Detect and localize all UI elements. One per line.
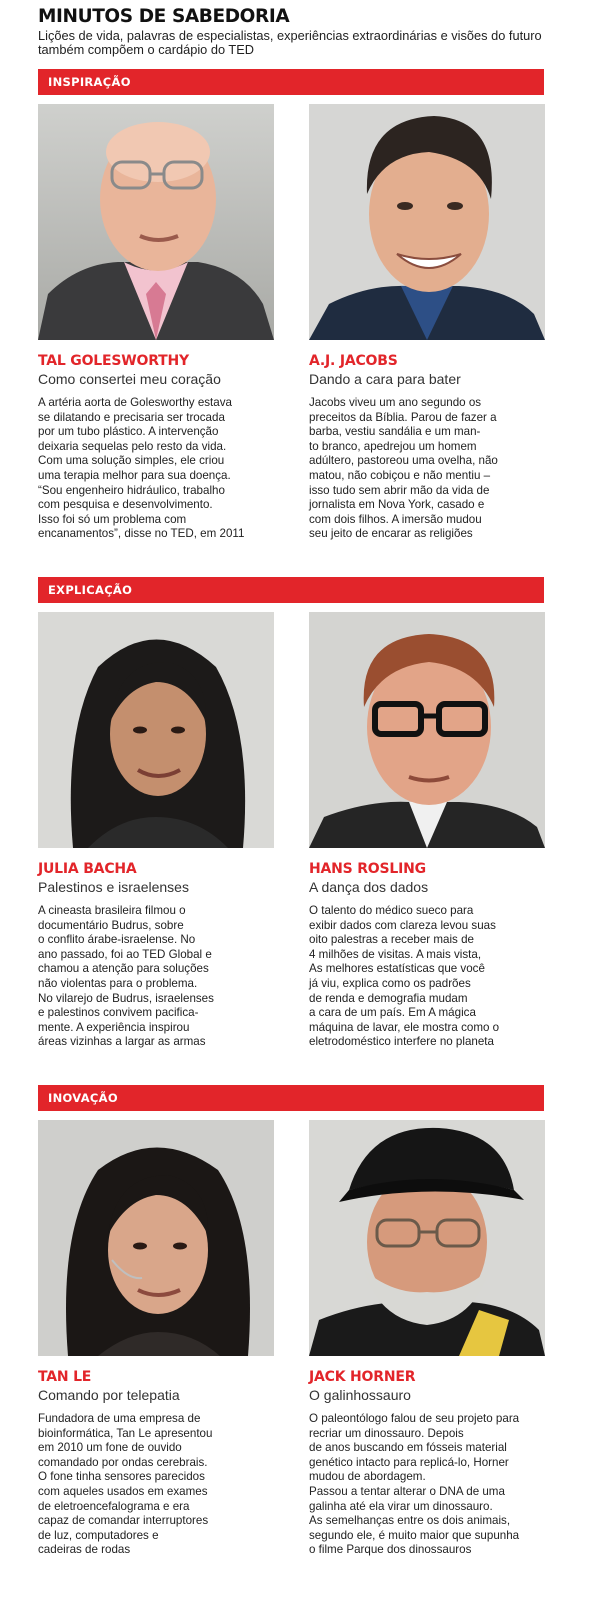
portrait-photo	[38, 104, 274, 340]
person-card-tal-golesworthy	[38, 104, 274, 541]
talk-title: Palestinos e israelenses	[38, 879, 189, 895]
page-subtitle: Lições de vida, palavras de especialistas, experiências extraordinárias e visões do futuro também compõem o cardápio do TED	[38, 28, 542, 57]
person-card-aj-jacobs	[309, 104, 545, 541]
person-name: A.J. JACOBS	[309, 353, 398, 369]
section-label: INSPIRAÇÃO	[48, 75, 131, 89]
person-card-jack-horner	[309, 1120, 545, 1557]
section-bar-inovacao	[38, 1085, 544, 1111]
portrait-man-cap-glasses	[309, 1120, 545, 1356]
person-card-hans-rosling	[309, 612, 545, 1049]
talk-title: Comando por telepatia	[38, 1387, 180, 1403]
portrait-woman-dark-hair	[38, 612, 274, 848]
section-bar-explicacao	[38, 577, 544, 603]
person-description: O paleontólogo falou de seu projeto para recriar um dinossauro. Depois de anos buscando em fósseis material genético intacto para replicá-lo, Horner mudou de abordagem. Passou a tentar alterar o DNA de uma galinha até ela virar um dinossauro. As semelhanças entre os dois animais, segundo ele, é muito maior que supunha o filme Parque dos dinossauros	[309, 1412, 520, 1557]
portrait-photo	[38, 612, 274, 848]
section-label: EXPLICAÇÃO	[48, 583, 133, 597]
portrait-bald-man-glasses	[38, 104, 274, 340]
person-name: JACK HORNER	[309, 1369, 416, 1385]
article-header	[38, 6, 578, 57]
person-description: Fundadora de uma empresa de bioinformática, Tan Le apresentou em 2010 um fone de ouvido comandado por ondas cerebrais. O fone tinha sensores parecidos com aqueles usados em exames de eletroencefalograma e era capaz de comandar interruptores de luz, computadores e cadeiras de rodas	[38, 1412, 213, 1557]
person-description: A cineasta brasileira filmou o documentário Budrus, sobre o conflito árabe-israelense. No ano passado, foi ao TED Global e chamou a atenção para soluções não violentas para o problema. No vilarejo de Budrus, israelenses e palestinos convivem pacifica- mente. A experiência inspirou áreas vizinhas a largar as armas	[38, 904, 214, 1049]
portrait-photo	[38, 1120, 274, 1356]
talk-title: O galinhossauro	[309, 1387, 411, 1403]
person-description: Jacobs viveu um ano segundo os preceitos da Bíblia. Parou de fazer a barba, vestiu sandália e um man- to branco, apedrejou um homem adúltero, pastoreou uma ovelha, não matou, não cobiçou e não mentiu – isso tudo sem abrir mão da vida de jornalista em Nova York, casado e com dois filhos. A imersão mudou seu jeito de encarar as religiões	[309, 396, 498, 541]
person-card-tan-le	[38, 1120, 274, 1557]
person-name: JULIA BACHA	[38, 861, 137, 877]
portrait-photo	[309, 612, 545, 848]
portrait-smiling-man	[309, 104, 545, 340]
person-name: TAL GOLESWORTHY	[38, 353, 189, 369]
person-name: HANS ROSLING	[309, 861, 426, 877]
portrait-woman-headset	[38, 1120, 274, 1356]
person-description: A artéria aorta de Golesworthy estava se dilatando e precisaria ser trocada por um tubo plástico. A intervenção deixaria sequelas pelo resto da vida. Com uma solução simples, ele criou uma terapia melhor para sua doença. “Sou engenheiro hidráulico, trabalho com pesquisa e desenvolvimento. Isso foi só um problema com encanamentos”, disse no TED, em 2011	[38, 396, 245, 541]
portrait-photo	[309, 1120, 545, 1356]
person-description: O talento do médico sueco para exibir dados com clareza levou suas oito palestras a receber mais de 4 milhões de visitas. A mais vista, As melhores estatísticas que você já viu, explica como os padrões de renda e demografia mudam a cara de um país. Em A mágica máquina de lavar, ele mostra como o eletrodoméstico interfere no planeta	[309, 904, 500, 1049]
portrait-man-black-glasses	[309, 612, 545, 848]
page-title: MINUTOS DE SABEDORIA	[38, 6, 290, 27]
section-label: INOVAÇÃO	[48, 1091, 118, 1105]
person-name: TAN LE	[38, 1369, 92, 1385]
person-card-julia-bacha	[38, 612, 274, 1049]
talk-title: A dança dos dados	[309, 879, 429, 895]
talk-title: Dando a cara para bater	[309, 371, 461, 387]
section-bar-inspiracao	[38, 69, 544, 95]
talk-title: Como consertei meu coração	[38, 371, 221, 387]
portrait-photo	[309, 104, 545, 340]
